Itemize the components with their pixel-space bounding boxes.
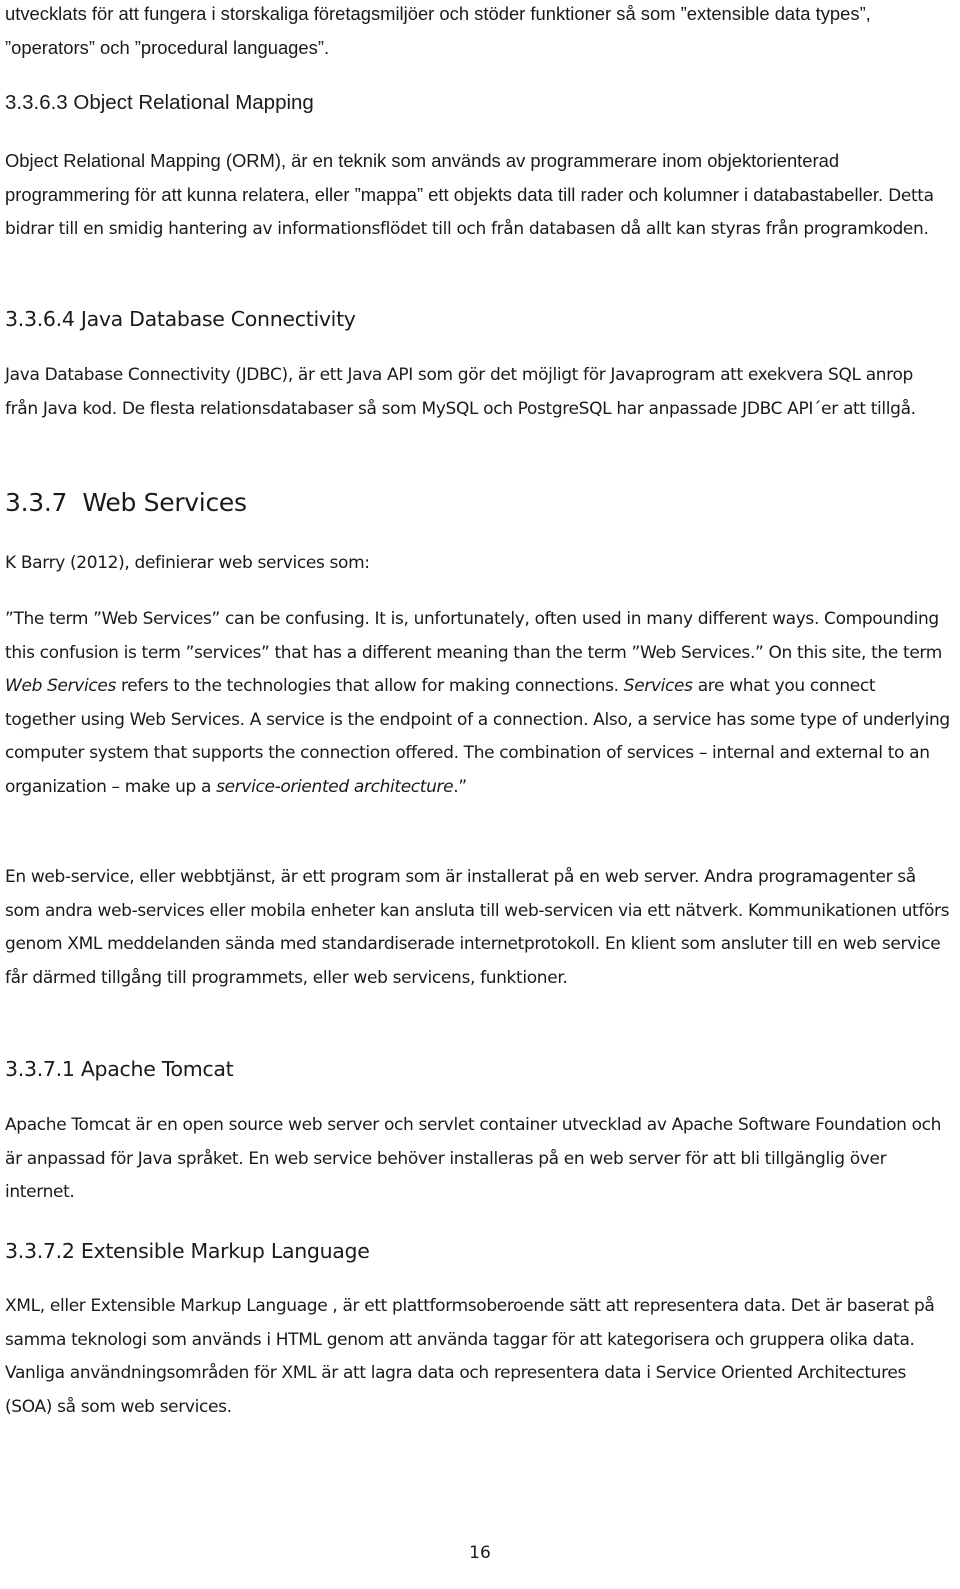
heading-tomcat: 3.3.7.1 Apache Tomcat	[5, 1057, 234, 1081]
heading-web-services	[5, 486, 950, 520]
heading-web-services-number: 3.3.7	[5, 488, 68, 517]
ws-quote-em3: service-oriented architecture	[216, 776, 454, 797]
page-number: 16	[469, 1543, 491, 1563]
ws-quote-em2: Services	[623, 676, 693, 697]
heading-web-services-title: Web Services	[82, 488, 247, 517]
heading-xml: 3.3.7.2 Extensible Markup Language	[5, 1239, 370, 1263]
heading-orm: 3.3.6.3 Object Relational Mapping	[5, 91, 314, 114]
ws-paragraph: En web-service, eller webbtjänst, är ett program som är installerat på en web server. Andra programagenter så som andra web-services eller mobila enheter kan ansluta till web-servicen via ett nätverk. Kommunikationen utförs genom XML meddelanden sända med standardiserade internetprotokoll. En klient som ansluter till en web service får därmed tillgång till programmets, eller web servicens, funktioner.	[5, 867, 950, 988]
ws-intro: K Barry (2012), definierar web services som:	[5, 553, 370, 573]
jdbc-paragraph: Java Database Connectivity (JDBC), är ett Java API som gör det möjligt för Javaprogram att exekvera SQL anrop från Java kod. De flesta relationsdatabaser så som MySQL och PostgreSQL har anpassade JDBC API´er att tillgå.	[5, 365, 916, 419]
ws-quote-em1: Web Services	[5, 676, 116, 697]
intro-paragraph: utvecklats för att fungera i storskaliga företagsmiljöer och stöder funktioner så som ”extensible data types”, ”operators” och ”procedural languages”.	[5, 3, 871, 58]
xml-paragraph: XML, eller Extensible Markup Language , är ett plattformsoberoende sätt att representera data. Det är baserat på samma teknologi som används i HTML genom att använda taggar för att kategorisera och gruppera olika data. Vanliga användningsområden för XML är att lagra data och representera data i Service Oriented Architectures (SOA) så som web services.	[5, 1296, 935, 1417]
tomcat-paragraph: Apache Tomcat är en open source web server och servlet container utvecklad av Apache Software Foundation och är anpassad för Java språket. En web service behöver installeras på en web server för att bli tillgänglig över internet.	[5, 1115, 942, 1203]
ws-quote	[5, 603, 950, 805]
ws-quote-part3: are what you connect together using Web Services. A service is the endpoint of a connection. Also, a service has some type of underlying computer system that supports the connection offered. The combination of services – internal and external to an organization – make up a	[5, 676, 950, 797]
orm-paragraph	[5, 144, 950, 247]
heading-jdbc: 3.3.6.4 Java Database Connectivity	[5, 307, 356, 331]
orm-paragraph-arial: Object Relational Mapping (ORM), är en teknik som används av programmerare inom objektorienterad programmering för att kunna relatera, eller ”mappa” ett objekts data till rader och kolumner i databastabeller.	[5, 150, 884, 205]
ws-quote-part4: .”	[453, 776, 467, 797]
orm-paragraph-rest: Detta bidrar till en smidig hantering av informationsflödet till och från databasen då allt kan styras från programkoden.	[5, 185, 934, 240]
ws-quote-part1: ”The term ”Web Services” can be confusing. It is, unfortunately, often used in many different ways. Compounding this confusion is term ”services” that has a different meaning than the term ”Web Services.” On this site, the term	[5, 609, 942, 663]
ws-quote-part2: refers to the technologies that allow for making connections.	[115, 676, 624, 697]
